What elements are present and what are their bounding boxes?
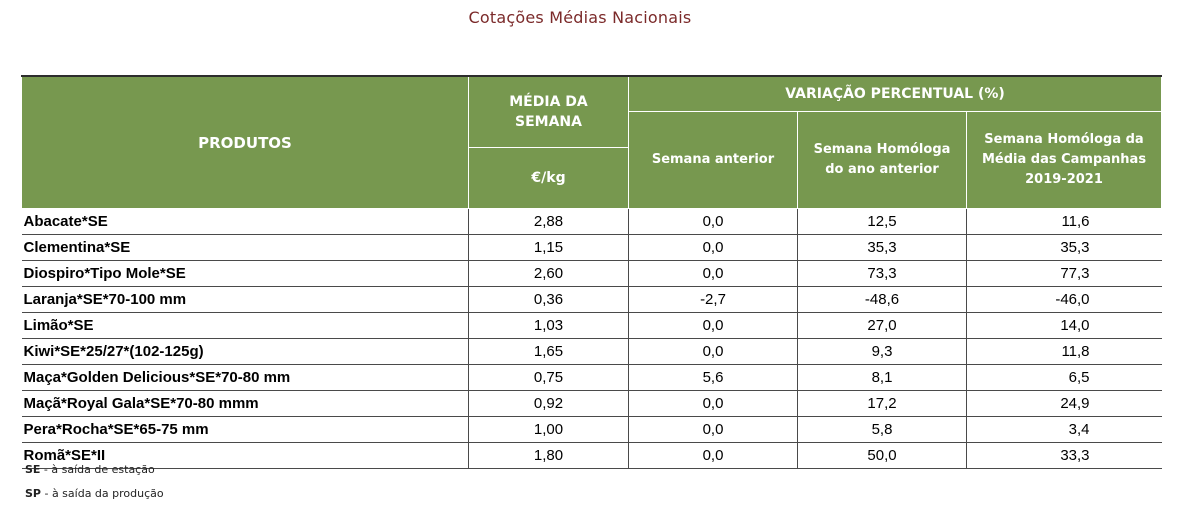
homologa-cell: 35,3 — [798, 235, 967, 261]
header-unit: €/kg — [469, 148, 629, 209]
table-row — [22, 391, 1162, 417]
produto-cell: Pera*Rocha*SE*65-75 mm — [22, 417, 469, 443]
produto-cell: Romã*SE*II — [22, 443, 469, 469]
media-cell: 1,65 — [469, 339, 629, 365]
produto-cell: Clementina*SE — [22, 235, 469, 261]
anterior-cell: 0,0 — [629, 417, 798, 443]
header-semana-homologa: Semana Homóloga do ano anterior — [798, 112, 967, 209]
produto-cell: Limão*SE — [22, 313, 469, 339]
anterior-cell: 0,0 — [629, 443, 798, 469]
anterior-cell: 0,0 — [629, 209, 798, 235]
footnote-sp — [25, 487, 164, 507]
homologa-cell: 17,2 — [798, 391, 967, 417]
homologa-media-cell: 33,3 — [967, 443, 1162, 469]
homologa-cell: 9,3 — [798, 339, 967, 365]
prices-table — [21, 75, 1162, 469]
anterior-cell: 5,6 — [629, 365, 798, 391]
homologa-cell: 5,8 — [798, 417, 967, 443]
anterior-cell: 0,0 — [629, 391, 798, 417]
homologa-cell: 50,0 — [798, 443, 967, 469]
media-cell: 2,60 — [469, 261, 629, 287]
table-row — [22, 339, 1162, 365]
media-cell: 2,88 — [469, 209, 629, 235]
anterior-cell: 0,0 — [629, 235, 798, 261]
footnote-abbr: SP — [25, 487, 41, 500]
header-media-semana: MÉDIA DA SEMANA — [469, 76, 629, 148]
homologa-cell: 12,5 — [798, 209, 967, 235]
homologa-cell: -48,6 — [798, 287, 967, 313]
produto-cell: Abacate*SE — [22, 209, 469, 235]
homologa-media-cell: 77,3 — [967, 261, 1162, 287]
table-row — [22, 443, 1162, 469]
homologa-cell: 27,0 — [798, 313, 967, 339]
footnote-abbr: SE — [25, 463, 41, 476]
homologa-media-cell: 3,4 — [967, 417, 1162, 443]
homologa-media-cell: 6,5 — [967, 365, 1162, 391]
footnote-text: - à saída de estação — [40, 463, 155, 476]
table-row — [22, 261, 1162, 287]
media-cell: 0,92 — [469, 391, 629, 417]
produto-cell: Diospiro*Tipo Mole*SE — [22, 261, 469, 287]
homologa-media-cell: -46,0 — [967, 287, 1162, 313]
header-semana-homologa-media: Semana Homóloga da Média das Campanhas 2019-2021 — [967, 112, 1162, 209]
header-semana-anterior: Semana anterior — [629, 112, 798, 209]
table-row — [22, 209, 1162, 235]
produto-cell: Laranja*SE*70-100 mm — [22, 287, 469, 313]
homologa-cell: 73,3 — [798, 261, 967, 287]
table-row — [22, 365, 1162, 391]
produto-cell: Maça*Golden Delicious*SE*70-80 mm — [22, 365, 469, 391]
homologa-cell: 8,1 — [798, 365, 967, 391]
anterior-cell: -2,7 — [629, 287, 798, 313]
page-title: Cotações Médias Nacionais — [468, 8, 692, 27]
homologa-media-cell: 11,6 — [967, 209, 1162, 235]
homologa-media-cell: 35,3 — [967, 235, 1162, 261]
homologa-media-cell: 11,8 — [967, 339, 1162, 365]
header-variacao: VARIAÇÃO PERCENTUAL (%) — [629, 76, 1162, 112]
table-row — [22, 235, 1162, 261]
footnote-text: - à saída da produção — [40, 487, 164, 500]
media-cell: 0,75 — [469, 365, 629, 391]
media-cell: 1,15 — [469, 235, 629, 261]
produto-cell: Maçã*Royal Gala*SE*70-80 mmm — [22, 391, 469, 417]
homologa-media-cell: 14,0 — [967, 313, 1162, 339]
media-cell: 1,03 — [469, 313, 629, 339]
anterior-cell: 0,0 — [629, 339, 798, 365]
table-row — [22, 287, 1162, 313]
table-row — [22, 417, 1162, 443]
media-cell: 1,80 — [469, 443, 629, 469]
header-produtos: PRODUTOS — [22, 76, 469, 209]
produto-cell: Kiwi*SE*25/27*(102-125g) — [22, 339, 469, 365]
footnote-se — [25, 463, 164, 487]
anterior-cell: 0,0 — [629, 261, 798, 287]
table-row — [22, 313, 1162, 339]
footnotes — [25, 463, 164, 507]
homologa-media-cell: 24,9 — [967, 391, 1162, 417]
anterior-cell: 0,0 — [629, 313, 798, 339]
media-cell: 0,36 — [469, 287, 629, 313]
media-cell: 1,00 — [469, 417, 629, 443]
